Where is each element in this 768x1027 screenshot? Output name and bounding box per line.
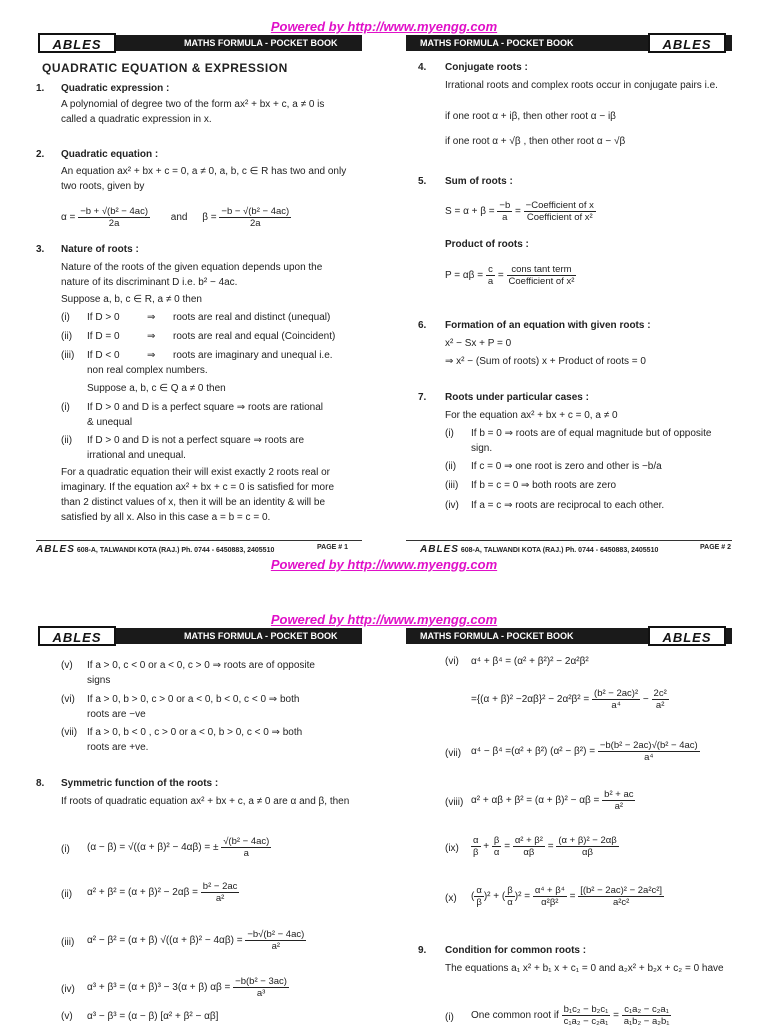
item-text: If b = 0 ⇒ roots are of equal magnitude but of opposite [471,428,712,439]
formula: One common root if $\frac{\text{b₁c₂ − b₂c₁}}{\text{c₁a₂ − c₂a₁}}$ = $\frac{\text{c₁a₂ − c₂a₁}}{\text{a₁b₂ − a₂b₁}}$ [471,1004,670,1027]
item-label: (iii) [61,937,75,948]
item-label: (i) [445,1012,454,1023]
fraction: $\frac{\text{−b + √(b² − 4ac)}}{2a}$ [80,206,148,229]
line: Suppose a, b, c ∈ R, a ≠ 0 then [61,294,202,305]
footer-logo: ABLES [36,544,75,555]
paragraph: A polynomial of degree two of the form ax² + bx + c, a ≠ 0 is called a quadratic expression in x. [61,99,325,125]
item-text: If a > 0, c < 0 or a < 0, c > 0 ⇒ roots are of opposite [87,660,315,671]
formula: α² − β² = (α + β) √((α + β)² − 4αβ) = $\frac{\text{−b√(b² − 4ac)}}{\text{a²}}$ [87,929,305,952]
section-number: 4. [418,62,427,73]
header-title: MATHS FORMULA - POCKET BOOK [184,38,338,48]
section-heading: Sum of roots : [445,176,513,187]
item-label: (ii) [61,435,73,446]
section-number: 1. [36,83,45,94]
item-label: (vi) [445,656,459,667]
footer-logo: ABLES [420,544,459,555]
paragraph: If roots of quadratic equation ax² + bx + c, a ≠ 0 are α and β, then [61,796,350,807]
item-text: sign. [471,443,493,454]
line: Suppose a, b, c ∈ Q a ≠ 0 then [87,383,226,394]
ables-logo: ABLES [648,33,726,53]
section-number: 5. [418,176,427,187]
item-text: If D > 0 and D is not a perfect square ⇒ roots are [87,435,305,446]
formula: α⁴ − β⁴ =(α² + β²) (α² − β²) = $\frac{\text{−b(b² − 2ac)√(b² − 4ac)}}{\text{a⁴}}$ [471,740,698,763]
item-label: (v) [61,660,73,671]
beta-label: β = [202,212,217,224]
item-condition: If D < 0 [87,350,120,361]
powered-by-link[interactable]: Powered by http://www.myengg.com [270,612,498,627]
alpha-label: α = [61,212,76,224]
paragraph: Nature of the roots of the given equation depends upon the nature of its discriminant D i.e. b² − 4ac. [61,262,323,288]
item-label: (iii) [445,480,459,491]
paragraph: The equations a₁ x² + b₁ x + c₁ = 0 and a₂x² + b₂x + c₂ = 0 have [445,963,724,974]
root-formula [61,206,291,229]
page-number: PAGE # 1 [317,544,348,551]
header-title: MATHS FORMULA - POCKET BOOK [184,631,338,641]
line: x² − Sx + P = 0 [445,338,512,349]
item-text: roots are −ve [87,709,146,720]
implies-arrow: ⇒ [147,331,156,342]
section-heading: Nature of roots : [61,244,139,255]
formula: α³ + β³ = (α + β)³ − 3(α + β) αβ = $\frac{\text{−b(b² − 3ac)}}{\text{a³}}$ [87,976,287,999]
item-label: (vii) [61,727,78,738]
item-result: non real complex numbers. [87,365,208,376]
formula: α² + αβ + β² = (α + β)² − αβ = $\frac{\text{b² + ac}}{\text{a²}}$ [471,789,634,812]
footer-rule [36,540,362,541]
powered-by-link[interactable]: Powered by http://www.myengg.com [270,19,498,34]
section-number: 8. [36,778,45,789]
formula: α³ − β³ = (α − β) [α² + β² − αβ] [87,1011,219,1022]
item-label: (iv) [61,984,75,995]
item-label: (i) [445,428,454,439]
header-title: MATHS FORMULA - POCKET BOOK [420,38,574,48]
formula: ={(α + β)² −2αβ}² − 2α²β² = $\frac{\text{(b² − 2ac)²}}{\text{a⁴}}$ − $\frac{\text{2c²}}{\text{a²}}$ [471,688,667,711]
item-label: (v) [61,1011,73,1022]
section-heading: Symmetric function of the roots : [61,778,219,789]
and-label: and [170,212,188,224]
implies-arrow: ⇒ [147,312,156,323]
page-number: PAGE # 2 [700,544,731,551]
sum-formula: S = α + β = $\frac{-b}{a}$ = $\frac{\text{−Coefficient of x}}{\text{Coefficient of x²}}$ [445,200,594,223]
item-text: If D > 0 and D is a perfect square ⇒ roots are rational [87,402,323,413]
formula: α⁴ + β⁴ = (α² + β²)² − 2α²β² [471,656,589,667]
footer [36,544,274,555]
ables-logo: ABLES [38,626,116,646]
formula: ( $\frac{\alpha}{\beta}$ )² + ( $\frac{\beta}{\alpha}$ )² = $\frac{\text{α⁴ + β⁴}}{\text{α²β²}}$ = $\frac{\text{[(b² − 2ac)² − 2a²c²]}}{\text{a²c²}}$ [471,885,663,908]
section-heading: Condition for common roots : [445,945,587,956]
line: ⇒ x² − (Sum of roots) x + Product of roots = 0 [445,356,646,367]
paragraph: For a quadratic equation their will exist exactly 2 roots real or imaginary. If the equation ax² + bx + c = 0 is satisfied for more than 2 distinct values of x, then it will be an identity & will be satisfied by all x. Also in this case a = b = c = 0. [61,467,335,523]
item-label: (i) [61,402,70,413]
paragraph: An equation ax² + bx + c = 0, a ≠ 0, a, b, c ∈ R has two and only two roots, given by [61,166,347,192]
footer-rule [406,540,732,541]
implies-arrow: ⇒ [147,350,156,361]
section-heading: Quadratic expression : [61,83,170,94]
item-label: (vi) [61,694,75,705]
footer [420,544,658,555]
ables-logo: ABLES [648,626,726,646]
item-result: roots are real and equal (Coincident) [173,331,336,342]
section-number: 7. [418,392,427,403]
item-label: (iv) [445,500,459,511]
section-number: 2. [36,149,45,160]
line: if one root α + √β , then other root α − √β [445,136,626,147]
item-label: (i) [61,312,70,323]
item-label: (iii) [61,350,75,361]
paragraph: Irrational roots and complex roots occur in conjugate pairs i.e. [445,80,718,91]
section-number: 6. [418,320,427,331]
item-label: (i) [61,844,70,855]
section-heading: Formation of an equation with given roots : [445,320,651,331]
line: if one root α + iβ, then other root α − iβ [445,111,616,122]
footer-address: 608-A, TALWANDI KOTA (RAJ.) Ph. 0744 - 6450883, 2405510 [460,547,659,554]
section-heading: Roots under particular cases : [445,392,589,403]
item-text: If a > 0, b < 0 , c > 0 or a < 0, b > 0, c < 0 ⇒ both [87,727,303,738]
sub-heading: Product of roots : [445,239,529,250]
item-condition: If D = 0 [87,331,120,342]
product-formula: P = αβ = $\frac{c}{a}$ = $\frac{\text{cons tant term}}{\text{Coefficient of x²}}$ [445,264,575,287]
formula: (α − β) = √((α + β)² − 4αβ) = ± $\frac{\text{√(b² − 4ac)}}{a}$ [87,836,270,859]
item-label: (x) [445,893,457,904]
formula: $\frac{\alpha}{\beta}$ + $\frac{\beta}{\alpha}$ = $\frac{\text{α² + β²}}{\alpha\beta}$ = $\frac{\text{(α + β)² − 2αβ}}{\alpha\beta}$ [473,835,617,858]
item-result: roots are real and distinct (unequal) [173,312,331,323]
item-text: & unequal [87,417,133,428]
item-label: (viii) [445,797,464,808]
line: For the equation ax² + bx + c = 0, a ≠ 0 [445,410,618,421]
item-label: (ii) [445,461,457,472]
header-title: MATHS FORMULA - POCKET BOOK [420,631,574,641]
section-number: 9. [418,945,427,956]
item-result: roots are imaginary and unequal i.e. [173,350,333,361]
section-number: 3. [36,244,45,255]
item-text: irrational and unequal. [87,450,186,461]
formula: α² + β² = (α + β)² − 2αβ = $\frac{\text{b² − 2ac}}{\text{a²}}$ [87,881,238,904]
fraction: $\frac{\text{−b − √(b² − 4ac)}}{2a}$ [221,206,290,229]
item-label: (ix) [445,843,459,854]
item-label: (ii) [61,331,73,342]
item-text: If a = c ⇒ roots are reciprocal to each other. [471,500,665,511]
footer-address: 608-A, TALWANDI KOTA (RAJ.) Ph. 0744 - 6450883, 2405510 [76,547,275,554]
item-label: (vii) [445,748,462,759]
item-text: If a > 0, b > 0, c > 0 or a < 0, b < 0, c < 0 ⇒ both [87,694,300,705]
item-text: signs [87,675,111,686]
ables-logo: ABLES [38,33,116,53]
page-title: QUADRATIC EQUATION & EXPRESSION [42,61,288,75]
item-label: (ii) [61,889,73,900]
item-text: If b = c = 0 ⇒ both roots are zero [471,480,617,491]
section-heading: Quadratic equation : [61,149,159,160]
item-text: roots are +ve. [87,742,149,753]
item-text: If c = 0 ⇒ one root is zero and other is −b/a [471,461,662,472]
section-heading: Conjugate roots : [445,62,528,73]
powered-by-link[interactable]: Powered by http://www.myengg.com [270,557,498,572]
item-condition: If D > 0 [87,312,120,323]
